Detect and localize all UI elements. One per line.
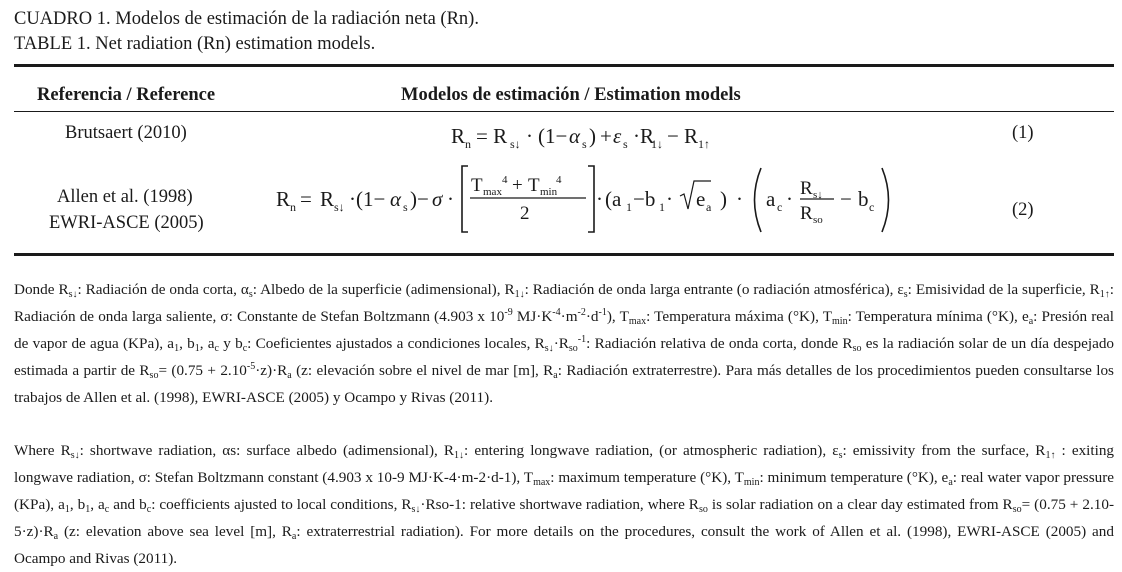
svg-text:T: T	[528, 175, 540, 196]
svg-text:R: R	[684, 124, 699, 148]
reference-ewri: EWRI-ASCE (2005)	[49, 213, 204, 233]
svg-text:−: −	[667, 124, 679, 148]
svg-text:R: R	[276, 187, 291, 211]
svg-text:n: n	[465, 137, 471, 151]
svg-text:s: s	[403, 200, 408, 214]
svg-text:a: a	[766, 187, 776, 211]
svg-text:·: ·	[596, 187, 603, 211]
reference-allen: Allen et al. (1998)	[57, 187, 193, 207]
svg-text:R: R	[451, 124, 466, 148]
svg-text:·: ·	[666, 187, 673, 211]
note-spanish: Donde $R_{s↓}$: Radiación de onda corta, $\alpha_s$: Albedo de la superficie (adimensional), $R_{1↓}$: Radiación de onda larga entrante (o radiación atmosférica), $\varepsilon_s$: Emisividad de la superficie, $R_{1↑}$: Radiación de onda larga saliente, σ: Constante de Stefan Boltzmann (4.903 x $10^{-9}$ $MJ\cdot K^{-4}\cdot m^{-2}\cdot d^{-1}$), $T_{max}$: Temperatura máxima (°K), $T_{min}$: Temperatura mínima (°K), $e_a$: Presión real de vapor de agua (KPa), $a_1$, $b_1$, $a_c$ y $b_c$: Coeficientes ajustados a condiciones locales, $R_{s↓}\cdot R_{so}^{-1}$: Radiación relativa de onda corta, donde $R_{so}$ es la radiación solar de un día despejado estimada a partir de $R_{so}= (0.75 + 2.10^{-5}\cdot z)\cdot R_a$ (z: elevación sobre el nivel de mar [m], $R_a$: Radiación extraterrestre). Para más detalles de los procedimientos pueden consultarse los trabajos de Allen et al. (1998), EWRI-ASCE (2005) y Ocampo y Rivas (2011).	[14, 281, 1115, 406]
svg-text:= R: = R	[476, 124, 508, 148]
svg-text:T: T	[471, 175, 483, 196]
svg-text:σ: σ	[432, 187, 443, 211]
equation-number-2: (2)	[1012, 200, 1034, 220]
svg-text:α: α	[569, 124, 581, 148]
svg-text:1↑: 1↑	[698, 137, 710, 151]
svg-text:so: so	[813, 214, 823, 226]
svg-text:n: n	[290, 200, 296, 214]
svg-text:2: 2	[520, 203, 530, 224]
svg-text:·: ·	[447, 187, 454, 211]
svg-text:s↓: s↓	[510, 137, 521, 151]
svg-text:b: b	[858, 187, 869, 211]
svg-text:ε: ε	[613, 124, 622, 148]
svg-text:c: c	[869, 200, 875, 214]
svg-text:α: α	[390, 187, 402, 211]
header-reference: Referencia / Reference	[37, 85, 216, 105]
svg-text:(1−: (1−	[538, 124, 568, 148]
svg-text:s: s	[623, 137, 628, 151]
svg-text:c: c	[777, 200, 783, 214]
svg-text:+: +	[512, 175, 523, 196]
svg-text:·R: ·R	[633, 124, 654, 148]
svg-text:·: ·	[786, 187, 793, 211]
svg-text:s↓: s↓	[334, 200, 345, 214]
svg-text:min: min	[540, 186, 558, 198]
svg-text:4: 4	[502, 174, 508, 186]
table-bottom-rule	[14, 253, 1114, 256]
svg-text:(a: (a	[605, 187, 622, 211]
note-english: Where $R_{s↓}$: shortwave radiation, αs: surface albedo (adimensional), $R_{1↓}$: entering longwave radiation, (or atmospheric radiation), $\varepsilon_s$: emissivity from the surface, $R_{1↑}$ : exiting longwave radiation, σ: Stefan Boltzmann constant (4.903 x 10-9 MJ·K-4·m-2·d-1), $T_{max}$: maximum temperature (°K), $T_{min}$: minimum temperature (°K), $e_a$: real water vapor pressure (KPa), $a_1$, $b_1$, $a_c$ and $b_c$: coefficients ajusted to local conditions, $R_{s↓}\cdot Rso-1$: relative shortwave radiation, where $R_{so}$ is solar radiation on a clear day estimated from $R_{so}= (0.75 + 2.10-5\cdot z)\cdot R_a$ (z: elevation above sea level [m], $R_a$: extraterrestrial radiation). For more details on the procedures, consult the work of Allen et al. (1998), EWRI-ASCE (2005) and Ocampo and Rivas (2011).	[14, 442, 1115, 567]
svg-text:R: R	[320, 187, 335, 211]
svg-text:−b: −b	[633, 187, 656, 211]
equation-number-1: (1)	[1012, 123, 1034, 143]
svg-text:): )	[589, 124, 596, 148]
svg-text:·(1−: ·(1−	[349, 187, 386, 211]
svg-text:s↓: s↓	[813, 189, 823, 201]
svg-text:e: e	[696, 187, 706, 211]
svg-text:−: −	[840, 187, 852, 211]
svg-text:R: R	[800, 203, 813, 224]
caption-spanish: CUADRO 1. Modelos de estimación de la radiación neta (Rn).	[14, 9, 479, 29]
svg-text:a: a	[706, 200, 712, 214]
svg-text:): )	[720, 187, 727, 211]
svg-text:s: s	[582, 137, 587, 151]
svg-text:+: +	[600, 124, 612, 148]
svg-text:1: 1	[659, 200, 665, 214]
svg-text:R: R	[800, 178, 813, 199]
svg-text:=: =	[300, 187, 312, 211]
svg-text:·: ·	[526, 124, 533, 148]
svg-text:4: 4	[556, 174, 562, 186]
svg-text:max: max	[483, 186, 502, 198]
svg-text:1: 1	[626, 200, 632, 214]
svg-text:1↓: 1↓	[651, 137, 663, 151]
header-models: Modelos de estimación / Estimation models	[401, 85, 741, 105]
svg-text:)−: )−	[410, 187, 429, 211]
reference-brutsaert: Brutsaert (2010)	[65, 123, 187, 143]
caption-english: TABLE 1. Net radiation (Rn) estimation models.	[14, 34, 376, 54]
svg-text:·: ·	[736, 187, 743, 211]
